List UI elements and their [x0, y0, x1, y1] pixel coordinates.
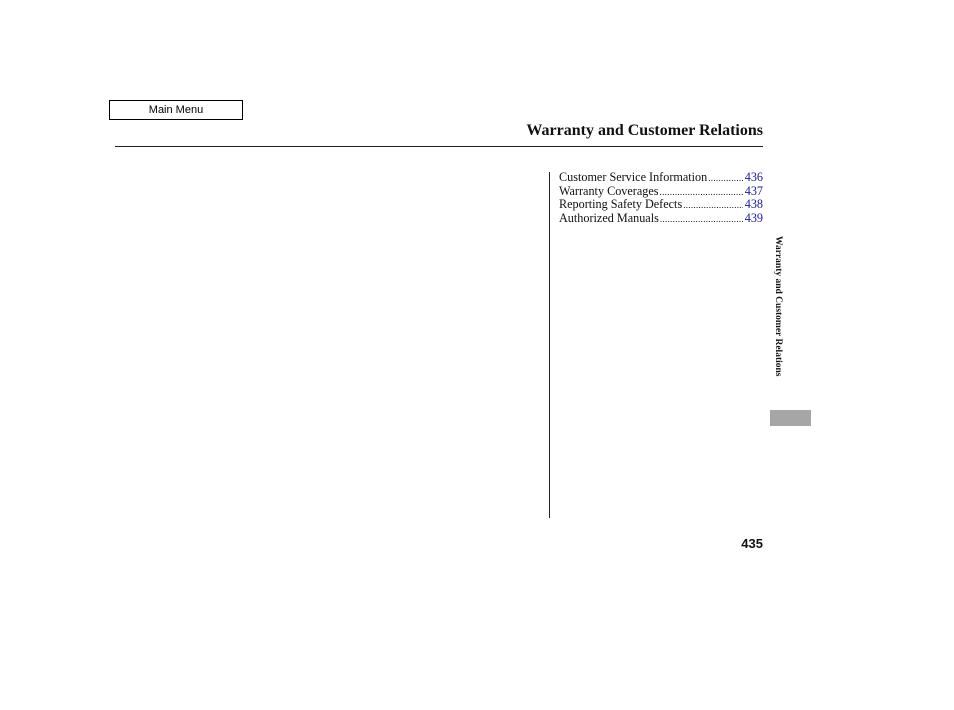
toc-page-link[interactable]: 439: [744, 210, 763, 225]
column-divider: [549, 172, 550, 518]
page-title: Warranty and Customer Relations: [526, 122, 763, 139]
main-menu-button[interactable]: Main Menu: [109, 100, 243, 120]
toc-item-reporting-safety-defects[interactable]: [559, 198, 763, 212]
title-divider: [115, 146, 763, 147]
toc-page-link[interactable]: 438: [744, 197, 763, 211]
toc-dot-leader: [708, 172, 742, 186]
table-of-contents: [559, 171, 763, 225]
toc-item-label: Authorized Manuals: [559, 210, 659, 225]
section-side-tab-label: Warranty and Customer Relations: [773, 236, 783, 377]
toc-page-link[interactable]: 436: [744, 170, 763, 184]
page-number: 435: [741, 536, 763, 551]
toc-dot-leader: [683, 199, 743, 213]
toc-item-warranty-coverages[interactable]: [559, 185, 763, 199]
toc-item-customer-service-information[interactable]: [559, 171, 763, 185]
toc-item-label: Reporting Safety Defects: [559, 197, 683, 211]
toc-page-link[interactable]: 437: [744, 183, 763, 198]
section-side-tab-marker: [770, 410, 811, 426]
toc-item-label: Warranty Coverages: [559, 183, 659, 198]
toc-item-label: Customer Service Information: [559, 170, 708, 184]
toc-dot-leader: [660, 213, 743, 227]
toc-item-authorized-manuals[interactable]: [559, 212, 763, 226]
